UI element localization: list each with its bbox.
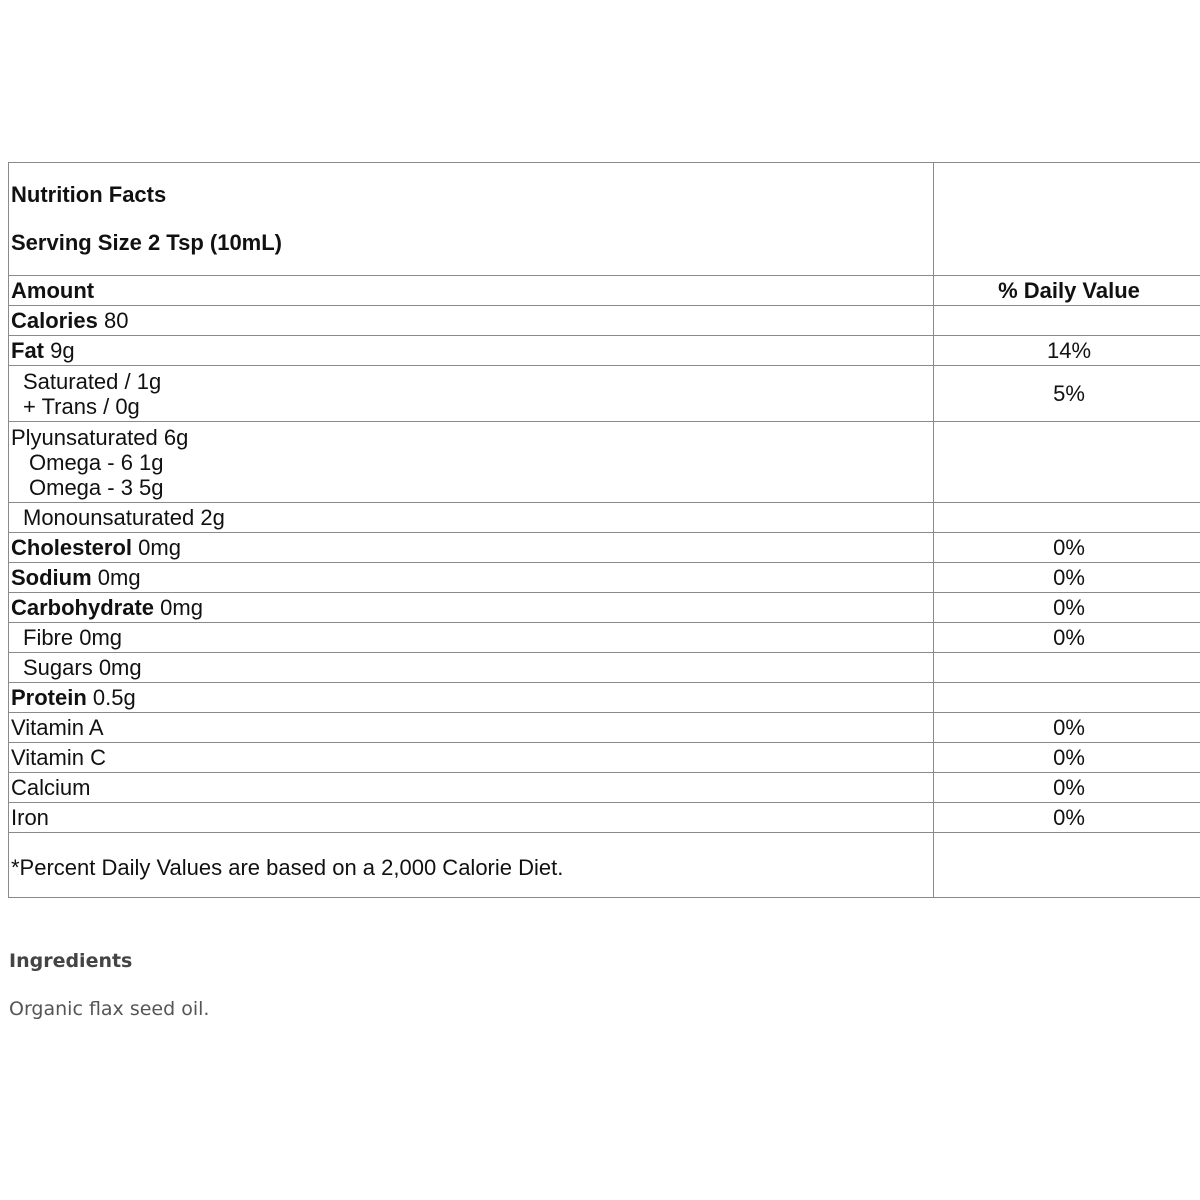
serving-size: Serving Size 2 Tsp (10mL) [11,230,283,255]
nutrition-header-cell [9,163,934,276]
nutrient-cell [9,593,934,623]
daily-value-cell: 0% [934,593,1200,623]
nutrient-amount: 0mg [160,595,203,620]
nutrient-cell: Vitamin C [9,743,934,773]
daily-value-footnote: *Percent Daily Values are based on a 2,000 Calorie Diet. [11,854,564,880]
nutrient-cell [9,623,934,653]
nutrient-cell [9,366,934,422]
nutrient-cell [9,306,934,336]
daily-value-cell: 0% [934,803,1200,833]
daily-value-cell: 0% [934,533,1200,563]
daily-value-cell [934,653,1200,683]
table-row-sugars [9,653,1200,683]
daily-value-cell: 0% [934,743,1200,773]
nutrient-cell: Vitamin A [9,713,934,743]
daily-value-header: % Daily Value [934,276,1200,306]
table-row-sodium [9,563,1200,593]
nutrient-cell [9,422,934,503]
daily-value-cell [934,683,1200,713]
daily-value-cell: 5% [934,366,1200,422]
nutrition-header-empty-cell [934,163,1200,276]
nutrient-text: Fibre 0mg [23,625,123,650]
nutrient-cell: Iron [9,803,934,833]
nutrient-amount: 0.5g [92,685,136,710]
table-row-vitamin-a [9,713,1200,743]
nutrient-label: Sodium [11,565,92,590]
nutrient-label: Carbohydrate [11,595,155,620]
daily-value-cell: 14% [934,336,1200,366]
nutrition-title: Nutrition Facts [11,182,167,207]
table-row-vitamin-c [9,743,1200,773]
table-row-fibre [9,623,1200,653]
daily-value-cell: 0% [934,773,1200,803]
ingredients-heading: Ingredients [9,950,133,972]
footnote-cell [9,833,934,898]
nutrient-cell [9,653,934,683]
nutrition-footer-row [9,833,1200,898]
daily-value-cell [934,503,1200,533]
nutrient-cell: Calcium [9,773,934,803]
omega-3-text: Omega - 3 5g [29,474,164,500]
nutrient-cell [9,503,934,533]
table-row-polyunsaturated [9,422,1200,503]
nutrition-facts-table [8,162,1200,898]
daily-value-cell: 0% [934,563,1200,593]
table-header-row [9,276,1200,306]
omega-6-text: Omega - 6 1g [29,449,164,475]
nutrient-cell [9,336,934,366]
nutrition-header-row [9,163,1200,276]
nutrient-label: Calories [11,308,98,333]
polyunsaturated-text: Plyunsaturated 6g [11,424,189,450]
nutrient-amount: 0mg [138,535,181,560]
table-row-iron [9,803,1200,833]
saturated-fat-text: Saturated / 1g [23,368,162,394]
daily-value-cell [934,306,1200,336]
table-row-calories [9,306,1200,336]
footnote-empty-cell [934,833,1200,898]
amount-header: Amount [9,276,934,306]
nutrient-cell [9,683,934,713]
ingredients-text: Organic flax seed oil. [9,998,210,1020]
daily-value-cell: 0% [934,623,1200,653]
nutrient-label: Fat [11,338,44,363]
nutrient-amount: 80 [103,308,129,333]
daily-value-cell [934,422,1200,503]
table-row-calcium [9,773,1200,803]
nutrient-label: Cholesterol [11,535,133,560]
nutrient-text: Sugars 0mg [23,655,142,680]
daily-value-cell: 0% [934,713,1200,743]
table-row-cholesterol [9,533,1200,563]
table-row-carbohydrate [9,593,1200,623]
table-row-monounsaturated [9,503,1200,533]
nutrient-cell [9,533,934,563]
nutrient-label: Protein [11,685,87,710]
nutrient-amount: 0mg [97,565,141,590]
nutrient-cell [9,563,934,593]
nutrient-text: Monounsaturated 2g [23,505,225,530]
nutrient-amount: 9g [50,338,75,363]
trans-fat-text: + Trans / 0g [23,393,140,419]
table-row-saturated-trans [9,366,1200,422]
table-row-fat [9,336,1200,366]
table-row-protein [9,683,1200,713]
